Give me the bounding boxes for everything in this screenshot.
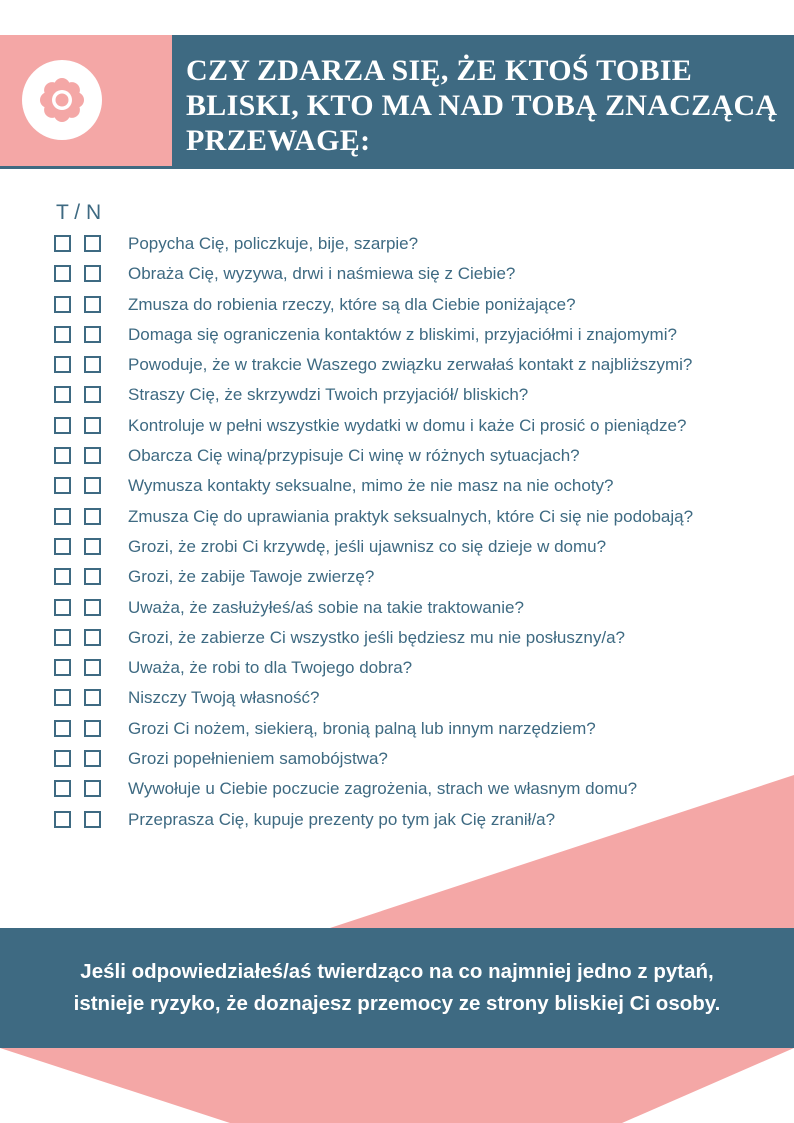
yes-checkbox[interactable] — [54, 265, 71, 282]
question-text: Kontroluje w pełni wszystkie wydatki w domu i każe Ci prosić o pieniądze? — [128, 415, 687, 435]
yes-checkbox[interactable] — [54, 811, 71, 828]
no-checkbox[interactable] — [84, 750, 101, 767]
no-checkbox[interactable] — [84, 447, 101, 464]
no-checkbox[interactable] — [84, 629, 101, 646]
yes-checkbox[interactable] — [54, 780, 71, 797]
yes-checkbox[interactable] — [54, 386, 71, 403]
question-text: Grozi, że zabierze Ci wszystko jeśli będziesz mu nie posłuszny/a? — [128, 627, 625, 647]
yes-checkbox[interactable] — [54, 538, 71, 555]
question-text: Grozi popełnieniem samobójstwa? — [128, 749, 388, 769]
question-text: Powoduje, że w trakcie Waszego związku zerwałaś kontakt z najbliższymi? — [128, 355, 693, 375]
footer-message — [0, 928, 794, 1020]
question-text: Wywołuje u Ciebie poczucie zagrożenia, strach we własnym domu? — [128, 779, 638, 799]
question-row — [54, 354, 794, 384]
footer-line-2: istnieje ryzyko, że doznajesz przemocy ze strony bliskiej Ci osoby. — [73, 992, 721, 1015]
question-row — [54, 748, 794, 778]
yes-checkbox[interactable] — [54, 326, 71, 343]
question-row — [54, 687, 794, 717]
yes-checkbox[interactable] — [54, 296, 71, 313]
question-text: Uważa, że robi to dla Twojego dobra? — [128, 658, 413, 678]
no-checkbox[interactable] — [84, 811, 101, 828]
question-row — [54, 384, 794, 414]
no-checkbox[interactable] — [84, 538, 101, 555]
yes-checkbox[interactable] — [54, 417, 71, 434]
question-list — [54, 233, 794, 839]
yes-checkbox[interactable] — [54, 235, 71, 252]
question-row — [54, 718, 794, 748]
question-row — [54, 809, 794, 839]
question-text: Zmusza do robienia rzeczy, które są dla Ciebie poniżające? — [128, 294, 576, 314]
question-text: Wymusza kontakty seksualne, mimo że nie masz na nie ochoty? — [128, 476, 614, 496]
no-checkbox[interactable] — [84, 720, 101, 737]
no-checkbox[interactable] — [84, 599, 101, 616]
no-checkbox[interactable] — [84, 265, 101, 282]
question-text: Domaga się ograniczenia kontaktów z bliskimi, przyjaciółmi i znajomymi? — [128, 324, 677, 344]
question-row — [54, 506, 794, 536]
page-title: CZY ZDARZA SIĘ, ŻE KTOŚ TOBIE BLISKI, KTO MA NAD TOBĄ ZNACZĄCĄ PRZEWAGĘ: — [186, 54, 778, 157]
yes-checkbox[interactable] — [54, 568, 71, 585]
no-checkbox[interactable] — [84, 417, 101, 434]
question-row — [54, 324, 794, 354]
question-row — [54, 566, 794, 596]
no-checkbox[interactable] — [84, 326, 101, 343]
question-row — [54, 778, 794, 808]
question-text: Straszy Cię, że skrzywdzi Twoich przyjaciół/ bliskich? — [128, 385, 529, 405]
question-row — [54, 536, 794, 566]
footer-line-1: Jeśli odpowiedziałeś/aś twierdząco na co najmniej jedno z pytań, — [80, 960, 714, 983]
question-row — [54, 445, 794, 475]
yes-checkbox[interactable] — [54, 750, 71, 767]
flower-icon — [22, 60, 102, 140]
yes-checkbox[interactable] — [54, 599, 71, 616]
question-row — [54, 475, 794, 505]
yes-checkbox[interactable] — [54, 508, 71, 525]
no-checkbox[interactable] — [84, 508, 101, 525]
no-checkbox[interactable] — [84, 356, 101, 373]
no-checkbox[interactable] — [84, 386, 101, 403]
no-checkbox[interactable] — [84, 477, 101, 494]
question-text: Grozi Ci nożem, siekierą, bronią palną lub innym narzędziem? — [128, 718, 596, 738]
no-checkbox[interactable] — [84, 296, 101, 313]
question-text: Obarcza Cię winą/przypisuje Ci winę w różnych sytuacjach? — [128, 446, 580, 466]
question-text: Grozi, że zrobi Ci krzywdę, jeśli ujawnisz co się dzieje w domu? — [128, 536, 607, 556]
yes-checkbox[interactable] — [54, 356, 71, 373]
no-checkbox[interactable] — [84, 568, 101, 585]
question-text: Przeprasza Cię, kupuje prezenty po tym jak Cię zranił/a? — [128, 809, 556, 829]
yes-checkbox[interactable] — [54, 689, 71, 706]
question-row — [54, 657, 794, 687]
yes-no-column-label: T / N — [56, 201, 102, 224]
yes-checkbox[interactable] — [54, 720, 71, 737]
question-text: Popycha Cię, policzkuje, bije, szarpie? — [128, 234, 419, 253]
question-text: Niszczy Twoją własność? — [128, 688, 320, 708]
question-row — [54, 263, 794, 293]
logo-box — [0, 35, 172, 166]
no-checkbox[interactable] — [84, 689, 101, 706]
yes-checkbox[interactable] — [54, 629, 71, 646]
footer-banner — [0, 928, 794, 1048]
logo-circle — [22, 60, 102, 140]
question-row — [54, 415, 794, 445]
no-checkbox[interactable] — [84, 235, 101, 252]
question-row — [54, 294, 794, 324]
question-text: Grozi, że zabije Tawoje zwierzę? — [128, 567, 375, 587]
no-checkbox[interactable] — [84, 780, 101, 797]
question-text: Obraża Cię, wyzywa, drwi i naśmiewa się z Ciebie? — [128, 264, 516, 284]
yes-checkbox[interactable] — [54, 659, 71, 676]
question-row — [54, 597, 794, 627]
header-banner — [0, 35, 794, 169]
yes-checkbox[interactable] — [54, 477, 71, 494]
question-text: Zmusza Cię do uprawiania praktyk seksualnych, które Ci się nie podobają? — [128, 506, 694, 526]
yes-checkbox[interactable] — [54, 447, 71, 464]
question-row — [54, 233, 794, 263]
question-text: Uważa, że zasłużyłeś/aś sobie na takie traktowanie? — [128, 597, 524, 617]
question-row — [54, 627, 794, 657]
no-checkbox[interactable] — [84, 659, 101, 676]
